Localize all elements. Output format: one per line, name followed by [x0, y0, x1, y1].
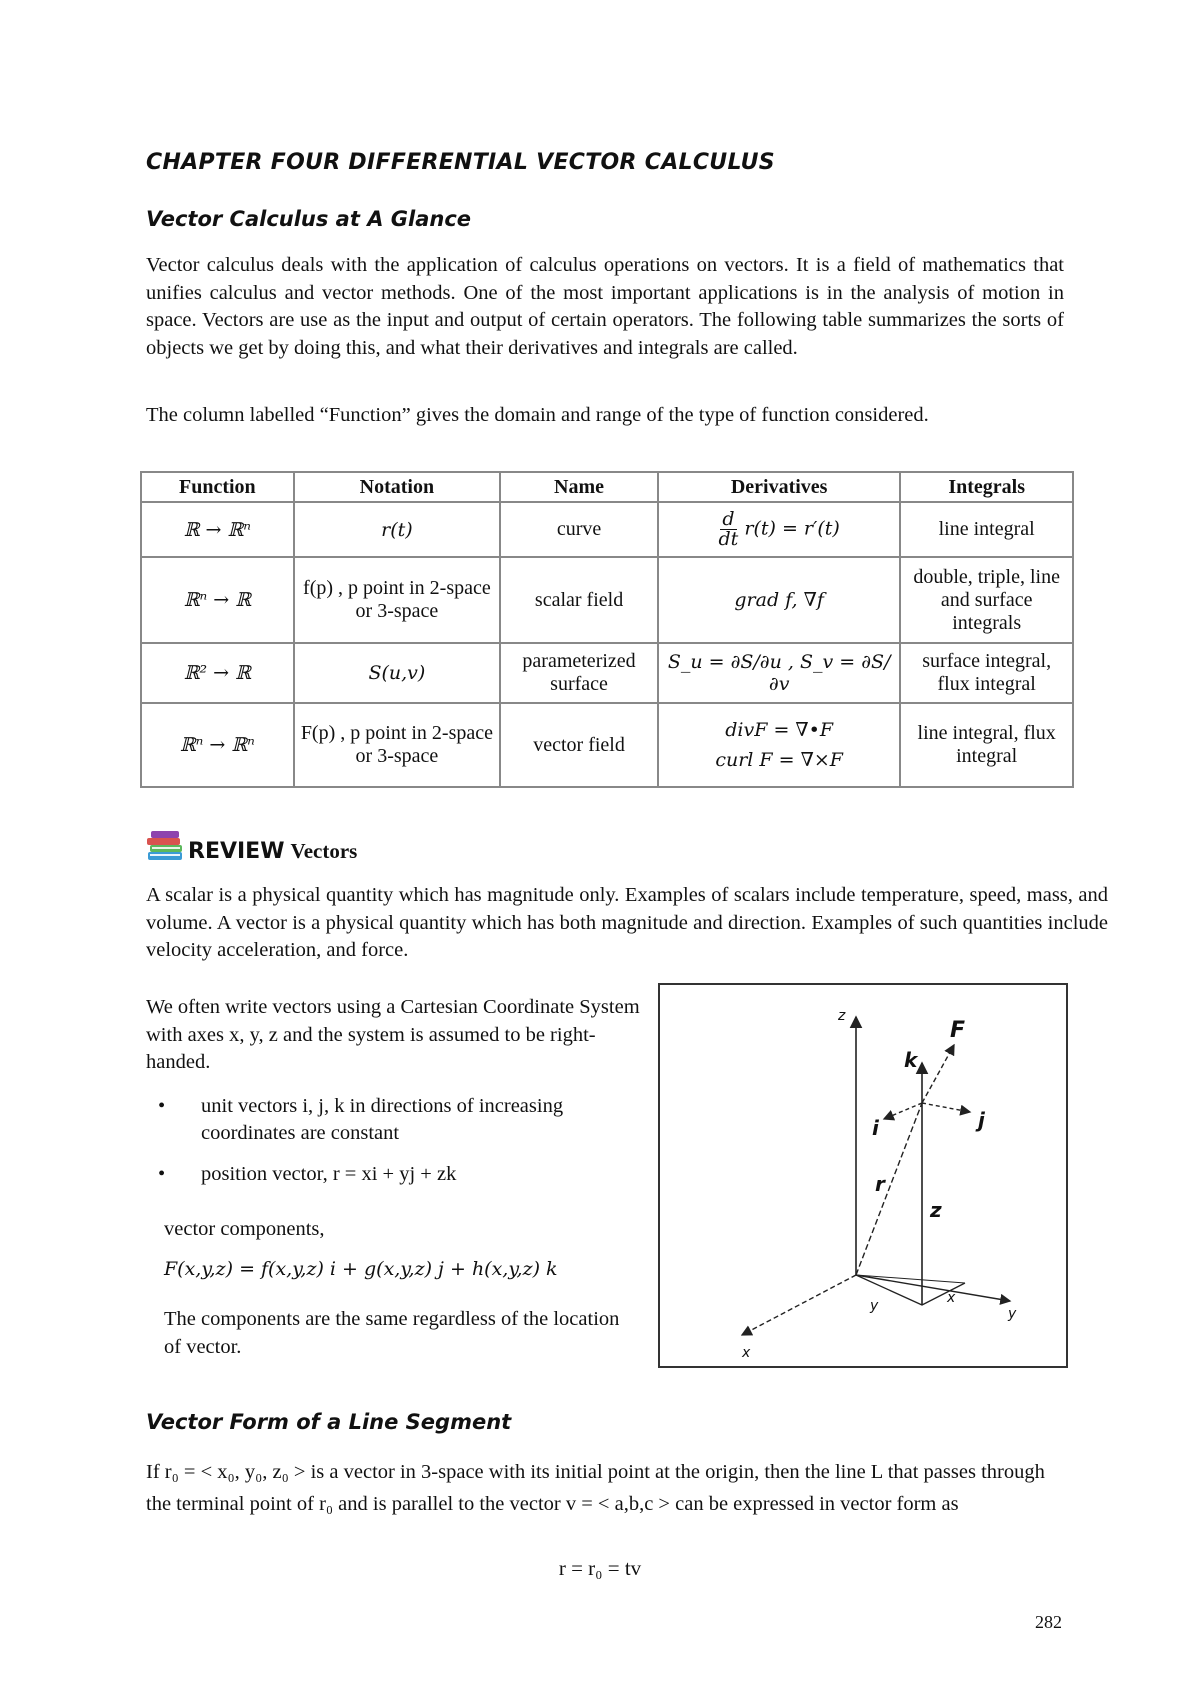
vector-facts-list — [146, 1093, 646, 1202]
curl-formula: curl F = ∇×F — [715, 749, 843, 771]
list-item: • unit vectors i, j, k in directions of increasing coordinates are constant — [158, 1095, 564, 1144]
y-component-label: y — [870, 1298, 879, 1314]
scalar-vector-paragraph: A scalar is a physical quantity which has magnitude only. Examples of scalars include temperature, speed, mass, and volume. A vector is a physical quantity which has both magnitude and direction. Examples of such quantities include velocity acceleration, and force. — [146, 884, 1108, 961]
name-cell: parameterized surface — [500, 643, 658, 703]
function-cell: ℝ → ℝⁿ — [141, 502, 294, 557]
coordinate-figure — [658, 983, 1068, 1368]
function-cell: ℝ² → ℝ — [141, 643, 294, 703]
derivatives-cell: grad f, ∇f — [658, 557, 900, 643]
books-icon — [146, 828, 186, 864]
notation-cell: F(p) , p point in 2-space or 3-space — [294, 703, 500, 787]
F-label: F — [950, 1018, 966, 1043]
i-label: i — [872, 1116, 879, 1140]
position-vector-line — [856, 1103, 922, 1275]
function-column-note: The column labelled “Function” gives the domain and range of the type of function considered. — [146, 404, 929, 426]
j-unit-vector — [922, 1103, 970, 1112]
derivatives-cell: $\frac{d}{dt}$ r(t) = r′(t) — [658, 502, 900, 557]
i-unit-vector — [884, 1103, 922, 1119]
name-cell: curve — [500, 502, 658, 557]
table-row — [141, 643, 1073, 703]
j-label: j — [978, 1108, 985, 1132]
F-vector-line — [922, 1045, 954, 1103]
chapter-title: CHAPTER FOUR DIFFERENTIAL VECTOR CALCULUS — [146, 150, 775, 175]
review-label: REVIEW — [188, 839, 285, 864]
notation-cell: S(u,v) — [294, 643, 500, 703]
table-row — [141, 502, 1073, 557]
column-header: Function — [141, 472, 294, 502]
section-heading-glance: Vector Calculus at A Glance — [146, 207, 472, 231]
notation-cell: f(p) , p point in 2-space or 3-space — [294, 557, 500, 643]
components-label: vector components, — [164, 1218, 325, 1240]
list-item: • position vector, r = xi + yj + zk — [158, 1163, 457, 1185]
review-heading — [146, 828, 357, 864]
components-equation: F(x,y,z) = f(x,y,z) i + g(x,y,z) j + h(x,y,z) k — [164, 1258, 558, 1280]
integrals-cell: line integral — [900, 502, 1073, 557]
derivatives-cell: S_u = ∂S/∂u , S_v = ∂S/∂v — [658, 643, 900, 703]
name-cell: vector field — [500, 703, 658, 787]
column-header: Name — [500, 472, 658, 502]
cartesian-paragraph: We often write vectors using a Cartesian Coordinate System with axes x, y, z and the system is assumed to be right-handed. — [146, 996, 640, 1073]
y-axis-label: y — [1008, 1306, 1017, 1322]
review-title: Vectors — [290, 839, 358, 863]
column-header: Derivatives — [658, 472, 900, 502]
table-row — [141, 703, 1073, 787]
derivatives-cell — [658, 703, 900, 787]
x-axis-label: x — [742, 1345, 751, 1361]
summary-table — [140, 471, 1074, 788]
components-note: The components are the same regardless of the location of vector. — [164, 1308, 620, 1358]
column-header: Notation — [294, 472, 500, 502]
y-axis-line — [856, 1275, 1010, 1301]
section-heading-line-segment: Vector Form of a Line Segment — [146, 1410, 512, 1434]
function-cell: ℝⁿ → ℝⁿ — [141, 703, 294, 787]
z-component-label: z — [930, 1198, 942, 1222]
integrals-cell: surface integral, flux integral — [900, 643, 1073, 703]
line-segment-paragraph: If r₀ = < x₀, y₀, z₀ > is a vector in 3-space with its initial point at the origin, then the line L that passes through the terminal point of r₀ and is parallel to the vector v = < a,b,c > can be expressed in vector form as — [146, 1461, 1045, 1515]
z-axis-label: z — [838, 1008, 846, 1024]
function-cell: ℝⁿ → ℝ — [141, 557, 294, 643]
divergence-formula: divF = ∇•F — [725, 719, 834, 741]
line-equation: r = r₀ = tv — [558, 1556, 642, 1580]
derivative-operator: $\frac{d}{dt}$ — [718, 508, 739, 550]
x-axis-line — [742, 1275, 856, 1335]
x-component-label: x — [947, 1290, 956, 1306]
name-cell: scalar field — [500, 557, 658, 643]
vector-diagram — [660, 985, 1066, 1366]
column-header: Integrals — [900, 472, 1073, 502]
integrals-cell: double, triple, line and surface integrals — [900, 557, 1073, 643]
r-label: r — [875, 1172, 885, 1196]
intro-paragraph: Vector calculus deals with the application of calculus operations on vectors. It is a field of mathematics that unifies calculus and vector methods. One of the most important applications is in the analysis of motion in space. Vectors are use as the input and output of certain operators. The following table summarizes the sorts of objects we get by doing this, and what their derivatives and integrals are called. — [146, 254, 1064, 359]
table-header-row — [141, 472, 1073, 502]
k-label: k — [904, 1048, 918, 1072]
page-number: 282 — [1035, 1612, 1062, 1632]
notation-cell: r(t) — [294, 502, 500, 557]
integrals-cell: line integral, flux integral — [900, 703, 1073, 787]
table-row — [141, 557, 1073, 643]
